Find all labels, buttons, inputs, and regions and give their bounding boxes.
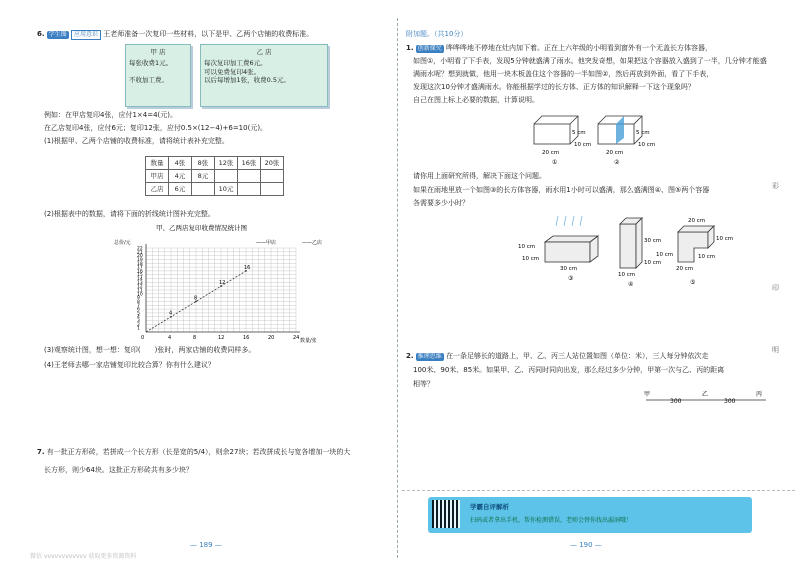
r-q1-tag: 创新探究: [417, 45, 442, 52]
q6-example-2: 在乙店复印4张，应付6元；复印12张，应付0.5×(12−4)+6=10(元)。: [44, 124, 268, 132]
q7-number: 7.: [37, 448, 45, 456]
box1-edge: [570, 116, 578, 124]
page-number-right: — 190 —: [570, 541, 602, 549]
x-tick-label: 24: [293, 335, 300, 341]
fig1-label: 20 cm: [542, 150, 560, 156]
y-tick-label: 13: [137, 280, 143, 286]
note-shop-a: [125, 44, 191, 107]
data-label: 12: [219, 280, 226, 287]
footer-title: 学霸自评解析: [470, 503, 509, 511]
y-axis-label: 总价/元: [114, 240, 131, 246]
y-tick-label: 21: [137, 250, 143, 256]
r-q2-line1: [406, 352, 709, 361]
fig2-label: 5 cm: [636, 130, 650, 136]
x-tick-label: 20: [268, 335, 275, 341]
box-figures-1-2: [528, 110, 668, 172]
fig3-label: ③: [568, 275, 574, 282]
r-q1-text: 哗哗哗地不停地在灶内加下着。正在上六年级的小明看到窗外有一个无盖长方体容器，: [446, 44, 713, 52]
y-tick-label: 8: [137, 299, 140, 305]
r-q2-tag: 推理思维: [417, 353, 442, 360]
q6-example-1: 例如：在甲店复印4张，应付1×4=4(元)。: [44, 111, 178, 119]
qr-code-icon[interactable]: [432, 500, 460, 528]
table-cell[interactable]: [261, 183, 284, 196]
legend-entry: ——乙店: [302, 240, 323, 246]
q6-sub1: (1)根据甲、乙两个店铺的收费标准，请将统计表补充完整。: [44, 137, 229, 145]
chart-title: 甲、乙两店复印收费情况统计图: [156, 224, 247, 232]
y-tick-label: 1: [137, 326, 140, 332]
q6-stem: 王老师准备一次复印一些材料，以下是甲、乙两个店铺的收费标准。: [103, 30, 314, 38]
fee-table-row: [146, 183, 284, 196]
road-label: 乙: [702, 391, 709, 398]
road-label: 丙: [756, 391, 763, 398]
note-b-line: 每次复印加工费6元。: [204, 58, 267, 67]
y-tick-label: 11: [137, 288, 143, 294]
box3-top: [545, 236, 598, 242]
note-shop-b: [200, 44, 328, 107]
r-q1-text: 满雨水呢？想到就做，他用一块木板盖住这个容器的一半如图②，然后再放到外面，看了下手表，: [413, 70, 714, 78]
table-cell: 10元: [215, 183, 238, 196]
road-label: 300: [670, 398, 682, 405]
box2-edge: [634, 116, 642, 124]
r-q1-text: 如图①，小明看了下手表，发现5分钟就盛满了雨水。他突发奇想，如果把这个容器放入盛到了一半，几分钟才能盛: [413, 57, 767, 65]
fee-table: [145, 156, 284, 196]
y-tick-label: 17: [137, 265, 143, 271]
q7-text: 有一批正方形砖，若拼成一个长方形（长是宽的5/4），则余27块；若改拼成长与宽各增加一块的大: [46, 448, 351, 456]
note-b-line: 可以免费复印4张。: [204, 67, 261, 76]
fig2-label: ②: [614, 159, 620, 166]
y-tick-label: 20: [137, 254, 143, 260]
r-q2-text: 在一条足够长的道路上，甲、乙、丙三人站位置如图（单位：米），三人每分钟依次走: [446, 352, 709, 360]
r-q2-text: 相等？: [413, 380, 434, 388]
table-cell: 8张: [192, 157, 215, 170]
table-cell: 16张: [238, 157, 261, 170]
data-label: 16: [244, 264, 251, 271]
data-label: 8: [194, 295, 198, 302]
rain-lines: [556, 216, 582, 226]
r-q1-text: 发现这次10分钟才盛满雨水。你能根据学过的长方体、正方体的知识解释一下这个现象吗？: [413, 83, 695, 91]
r-q1-number: 1.: [406, 44, 414, 52]
q6-header: [37, 30, 313, 40]
y-tick-label: 15: [137, 273, 143, 279]
y-tick-label: 12: [137, 284, 143, 290]
r-q1-text: 自己在图上标上必要的数据，计算说明。: [413, 96, 539, 104]
note-b-head: 乙 店: [256, 48, 272, 56]
fig1-label: 10 cm: [574, 142, 592, 148]
table-cell: 20张: [261, 157, 284, 170]
q6-skill-tag: 应用意识: [71, 30, 101, 40]
fee-table-row: [146, 170, 284, 183]
road-label: 甲: [644, 391, 651, 398]
fig4-label: 10 cm: [644, 260, 662, 266]
y-tick-label: 10: [137, 292, 143, 298]
fig4-label: 10 cm: [618, 272, 636, 278]
y-tick-label: 16: [137, 269, 143, 275]
table-cell[interactable]: [192, 183, 215, 196]
fig2-label: 20 cm: [606, 150, 624, 156]
fig5-label: 20 cm: [676, 266, 694, 272]
right-page: [400, 0, 800, 566]
fig5-label: 10 cm: [716, 236, 734, 242]
x-tick-label: 16: [243, 335, 250, 341]
y-tick-label: 18: [137, 261, 143, 267]
q6-sub2: (2)根据表中的数据，请将下面的折线统计图补充完整。: [44, 210, 215, 218]
note-b-line: 以后每增加1张，收费0.5元。: [204, 76, 290, 85]
y-tick-label: 2: [137, 322, 140, 328]
box1-front: [534, 124, 570, 144]
fig5-label: ⑤: [690, 279, 696, 286]
table-cell[interactable]: [238, 183, 261, 196]
q6-sub4: (4)王老师去哪一家店铺复印比较合算？你有什么建议？: [44, 361, 215, 369]
x-tick-label: 0: [141, 335, 145, 341]
fig2-label: 10 cm: [638, 142, 656, 148]
fee-line-chart: [110, 222, 340, 344]
table-cell: 4张: [169, 157, 192, 170]
side-char: 彩: [772, 182, 779, 190]
x-axis-label: 数量/张: [300, 338, 317, 344]
box4-side: [636, 218, 642, 268]
note-a-line: 每张收费1元。: [129, 58, 173, 67]
fee-table-head: [146, 157, 284, 170]
data-label: 4: [169, 310, 173, 317]
legend-entry: ——甲店: [256, 240, 277, 246]
y-tick-label: 14: [137, 277, 143, 283]
note-a-head: 甲 店: [150, 48, 166, 56]
page-divider: [397, 18, 398, 558]
fig5-label: 20 cm: [688, 218, 706, 224]
q6-sub3: (3)观察统计图，想一想：复印( )张时，两家店铺的收费同样多。: [44, 346, 256, 354]
note-a-line: 不收加工费。: [129, 75, 168, 84]
r-q1-follow: 如果在雨地里放一个如图③的长方体容器，雨水用1小时可以盛满，那么盛满图④、图⑤两个容器: [413, 186, 710, 194]
fig3-label: 10 cm: [518, 244, 536, 250]
y-tick-label: 6: [137, 307, 140, 313]
table-cell: 甲店: [146, 170, 169, 183]
fig5-label: 10 cm: [656, 252, 674, 258]
fig1-label: 5 cm: [572, 130, 586, 136]
q6-number: 6.: [37, 30, 45, 38]
r-q2-number: 2.: [406, 352, 414, 360]
road-label: 300: [724, 398, 736, 405]
road-diagram: [640, 388, 770, 408]
table-cell: 4元: [169, 170, 192, 183]
board-cover: [616, 116, 624, 144]
table-cell: 6元: [169, 183, 192, 196]
x-tick-label: 4: [168, 335, 172, 341]
box4-front: [620, 224, 636, 268]
r-q1-follow: 请你用上面研究所得，解决下面这个问题。: [413, 172, 546, 180]
left-page: [0, 0, 398, 566]
y-tick-label: 5: [137, 311, 140, 317]
side-margin-text: [772, 180, 779, 356]
footer-text: 扫码或者拿出手机，帮你检测错误，老师会替你找出漏洞哦！: [470, 517, 633, 524]
table-cell: 数量: [146, 157, 169, 170]
y-tick-label: 22: [137, 246, 143, 252]
q7-line2: 长方形，则少64块。这批正方形砖共有多少块？: [44, 466, 193, 474]
y-tick-label: 7: [137, 303, 140, 309]
box-figures-3-5: [510, 212, 750, 292]
table-cell[interactable]: [238, 170, 261, 183]
y-tick-label: 9: [137, 296, 140, 302]
q7-line1: [37, 448, 350, 457]
fig3-label: 10 cm: [522, 256, 540, 262]
box3-front: [545, 242, 590, 262]
y-tick-label: 3: [137, 319, 140, 325]
y-tick-label: 19: [137, 257, 143, 263]
table-cell[interactable]: [215, 170, 238, 183]
fig1-label: ①: [552, 159, 558, 166]
table-cell[interactable]: [261, 170, 284, 183]
x-tick-label: 12: [218, 335, 225, 341]
footer-divider: [402, 490, 795, 491]
watermark: 微信 vvvvvvvvvvvv 获取更多资源资料: [30, 553, 137, 560]
table-cell: 12张: [215, 157, 238, 170]
q6-tag: 学生图: [48, 31, 67, 38]
table-cell: 乙店: [146, 183, 169, 196]
fig3-label: 30 cm: [560, 266, 578, 272]
r-q1-follow: 各需要多少小时？: [413, 199, 469, 207]
side-char: 印: [772, 284, 779, 292]
fig5-label: 10 cm: [698, 254, 716, 260]
r-q1-line1: [406, 44, 712, 53]
table-cell: 8元: [192, 170, 215, 183]
r-q2-text: 100米、90米、85米。如果甲、乙、丙同时同向出发，那么经过多少分钟，甲第一次与乙、丙的距离: [413, 366, 725, 374]
page-number-left: — 189 —: [190, 541, 222, 549]
side-char: 明: [772, 346, 779, 354]
fig4-label: 30 cm: [644, 238, 662, 244]
fig4-label: ④: [628, 281, 634, 288]
extra-title: 附加题。（共10分）: [406, 30, 468, 38]
x-tick-label: 8: [193, 335, 197, 341]
y-tick-label: 4: [137, 315, 140, 321]
